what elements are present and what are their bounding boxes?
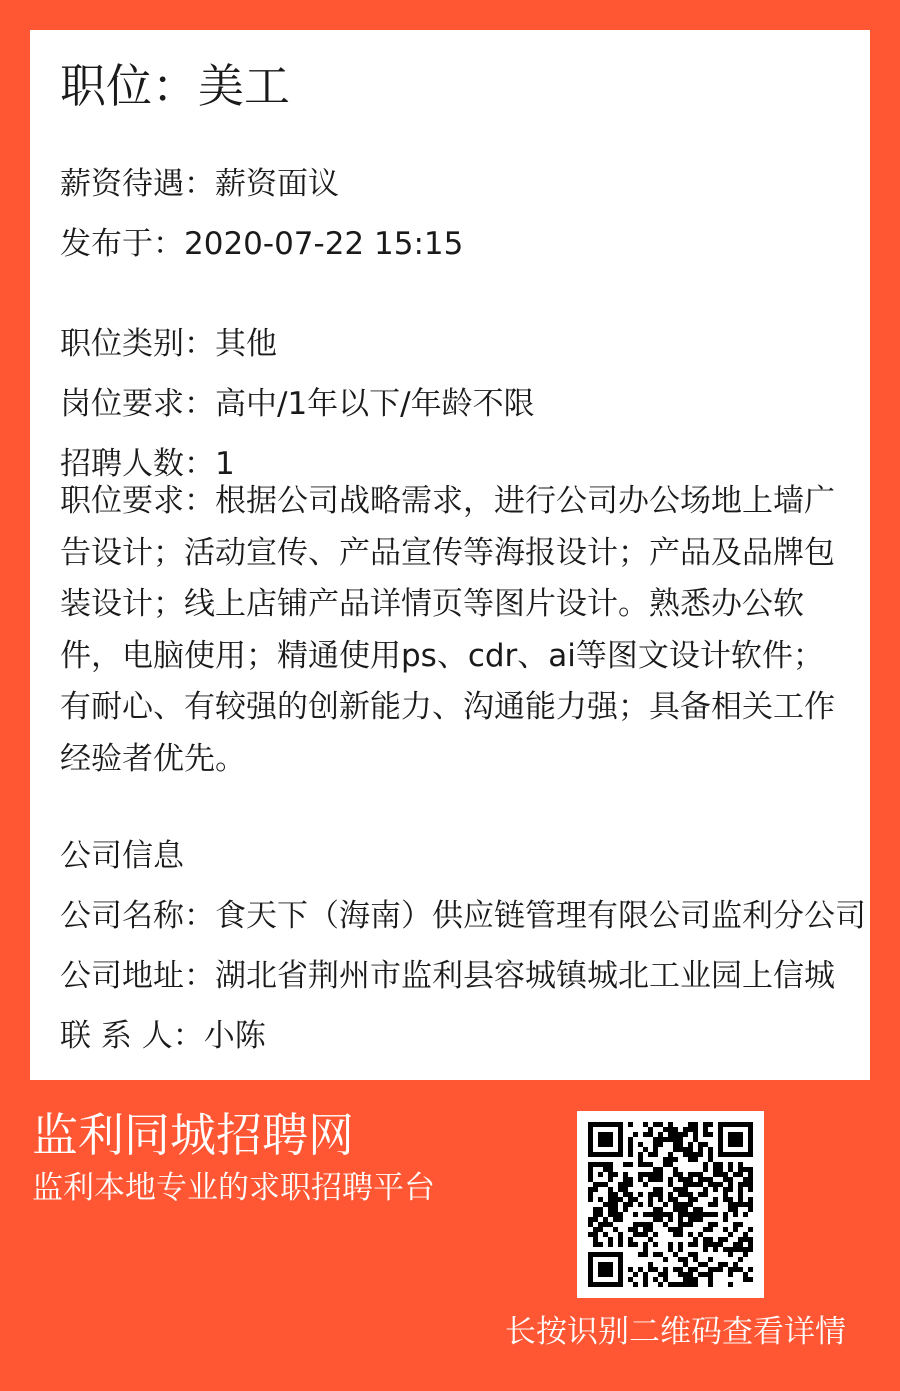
job-description: 职位要求：根据公司战略需求，进行公司办公场地上墙广告设计；活动宣传、产品宣传等海报设计；产品及品牌包装设计；线上店铺产品详情页等图片设计。熟悉办公软件，电脑使用；精通使用ps、cdr、ai等图文设计软件；有耐心、有较强的创新能力、沟通能力强；具备相关工作经验者优先。 [60, 483, 835, 777]
salary-text: 薪资待遇：薪资面议 [60, 166, 339, 202]
job-card [30, 30, 870, 1080]
qr-code-graphic [588, 1122, 753, 1287]
qr-code-icon[interactable] [577, 1111, 764, 1298]
company-name-text: 公司名称：食天下（海南）供应链管理有限公司监利分公司 [60, 898, 866, 934]
position-requirements-text: 岗位要求：高中/1年以下/年龄不限 [60, 386, 535, 422]
headcount-text: 招聘人数：1 [60, 446, 235, 482]
company-address-text: 公司地址：湖北省荆州市监利县容城镇城北工业园上信城 [60, 958, 835, 994]
company-info-heading: 公司信息 [60, 838, 184, 874]
qr-hint-text: 长按识别二维码查看详情 [505, 1314, 846, 1350]
publish-time-text: 发布于：2020-07-22 15:15 [60, 226, 464, 262]
site-slogan: 监利本地专业的求职招聘平台 [32, 1170, 435, 1206]
job-title: 职位：美工 [60, 59, 290, 113]
contact-person-text: 联 系 人：小陈 [60, 1018, 266, 1054]
site-name: 监利同城招聘网 [32, 1108, 354, 1162]
job-category-text: 职位类别：其他 [60, 326, 277, 362]
